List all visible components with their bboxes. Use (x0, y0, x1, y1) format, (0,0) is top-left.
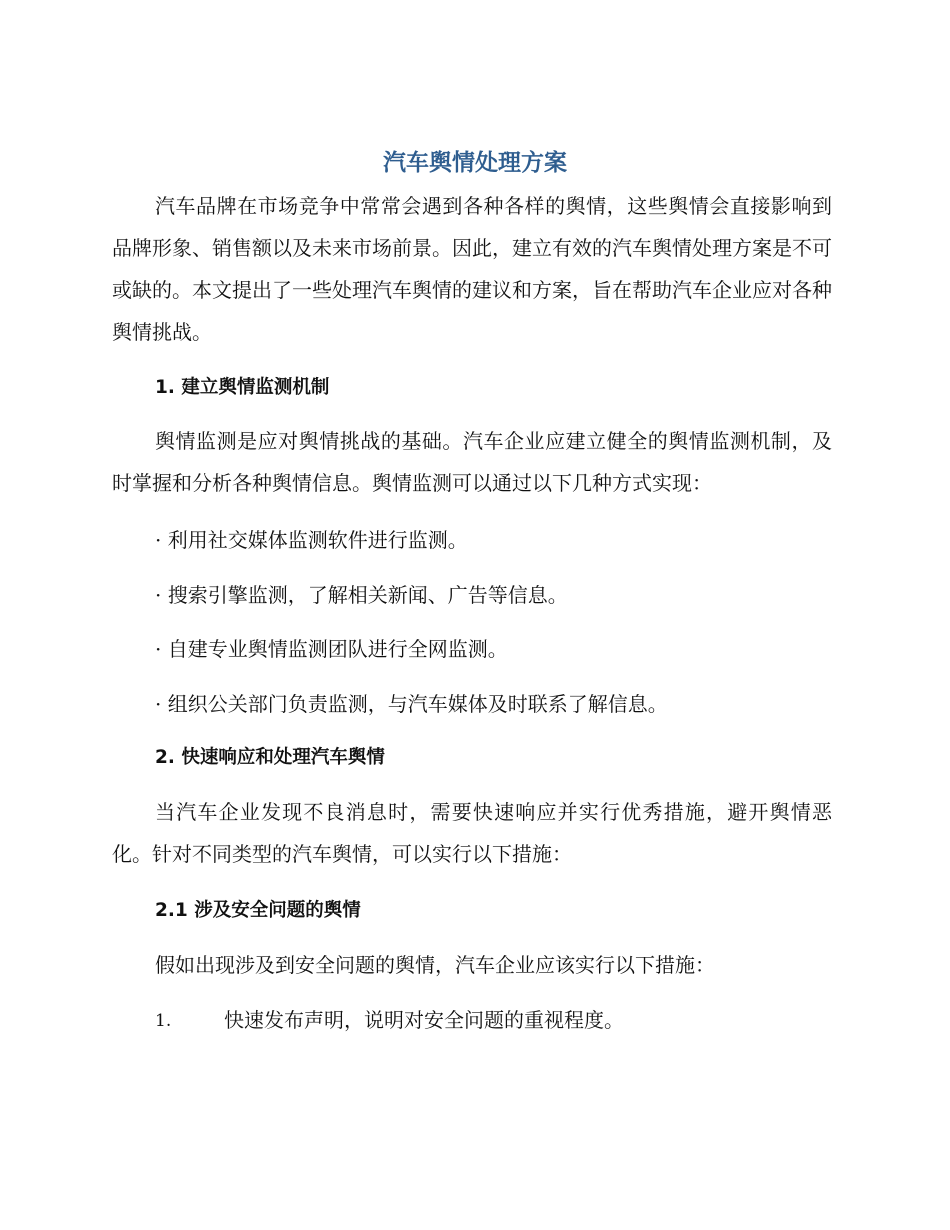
bullet-item: · 搜索引擎监测，了解相关新闻、广告等信息。 (155, 583, 568, 607)
section-1-body: 舆情监测是应对舆情挑战的基础。汽车企业应建立健全的舆情监测机制，及时掌握和分析各种舆情信息。舆情监测可以通过以下几种方式实现： (112, 429, 832, 495)
section-2-1-heading: 2.1 涉及安全问题的舆情 (155, 900, 361, 921)
section-2-body: 当汽车企业发现不良消息时，需要快速响应并实行优秀措施，避开舆情恶化。针对不同类型的汽车舆情，可以实行以下措施： (112, 800, 832, 866)
bullet-item: · 组织公关部门负责监测，与汽车媒体及时联系了解信息。 (155, 692, 668, 716)
section-2-1-body: 假如出现涉及到安全问题的舆情，汽车企业应该实行以下措施： (155, 953, 715, 977)
bullet-item: · 自建专业舆情监测团队进行全网监测。 (155, 637, 508, 661)
list-item-text: 快速发布声明，说明对安全问题的重视程度。 (224, 1008, 624, 1032)
document-title: 汽车舆情处理方案 (383, 150, 567, 176)
list-item-number: 1. (155, 1011, 172, 1031)
section-2-heading: 2. 快速响应和处理汽车舆情 (155, 747, 385, 768)
bullet-item: · 利用社交媒体监测软件进行监测。 (155, 528, 468, 552)
intro-paragraph: 汽车品牌在市场竞争中常常会遇到各种各样的舆情，这些舆情会直接影响到品牌形象、销售额以及未来市场前景。因此，建立有效的汽车舆情处理方案是不可或缺的。本文提出了一些处理汽车舆情的建议和方案，旨在帮助汽车企业应对各种舆情挑战。 (112, 194, 832, 344)
section-1-heading: 1. 建立舆情监测机制 (155, 377, 330, 398)
